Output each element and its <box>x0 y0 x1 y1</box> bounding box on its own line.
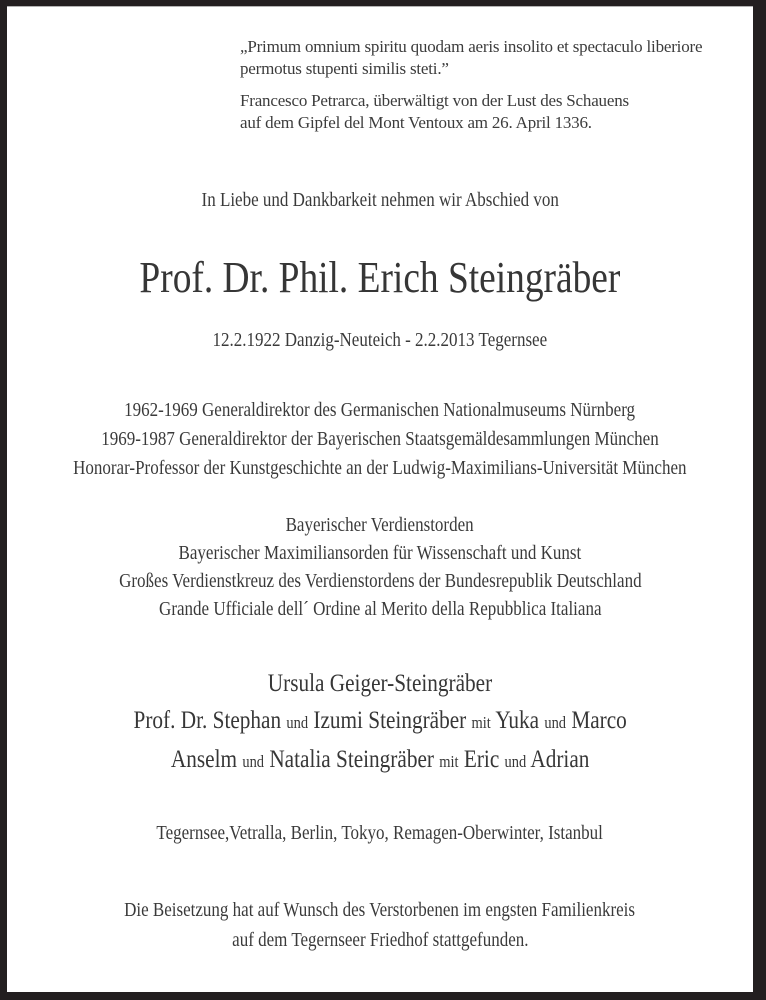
career-line-text: 1962-1969 Generaldirektor des Germanischen Nationalmuseums Nürnberg <box>124 399 636 421</box>
honor-line-text: Großes Verdienstkreuz des Verdienstordens der Bundesrepublik Deutschland <box>118 570 642 592</box>
intro-line <box>7 187 753 213</box>
career-block <box>7 396 753 483</box>
life-dates-text: 12.2.1922 Danzig-Neuteich - 2.2.2013 Tegernsee <box>212 329 548 351</box>
career-line <box>7 425 753 454</box>
epigraph-quote-line-1: „Primum omnium spiritu quodam aeris insolito et spectaculo liberiore <box>240 37 703 56</box>
career-line-text: Honorar-Professor der Kunstgeschichte an der Ludwig-Maximilians-Universität München <box>73 457 687 479</box>
notice-content <box>7 0 753 1000</box>
deceased-name-text: Prof. Dr. Phil. Erich Steingräber <box>139 253 621 302</box>
honor-line-text: Bayerischer Maximiliansorden für Wissenschaft und Kunst <box>178 542 582 564</box>
family-name: Yuka <box>495 707 539 734</box>
closing-block <box>7 895 753 955</box>
epigraph-attribution-line-1: Francesco Petrarca, überwältigt von der Lust des Schauens <box>240 91 629 110</box>
honors-block <box>7 511 753 623</box>
places-line <box>7 820 753 846</box>
life-dates <box>7 327 753 353</box>
family-line-son2 <box>7 741 753 780</box>
closing-line-text: Die Beisetzung hat auf Wunsch des Verstorbenen im engsten Familienkreis <box>124 899 636 921</box>
intro-text: In Liebe und Dankbarkeit nehmen wir Abschied von <box>201 189 559 211</box>
family-name: Prof. Dr. Stephan <box>133 707 281 734</box>
frame-right-bar <box>753 0 766 1000</box>
family-name: Anselm <box>170 746 237 773</box>
family-name: Natalia Steingräber <box>269 746 434 773</box>
honor-line <box>7 511 753 539</box>
family-name: Izumi Steingräber <box>313 707 467 734</box>
family-connector: und <box>504 752 527 771</box>
epigraph-quote-line-2: permotus stupenti similis steti.” <box>240 59 449 78</box>
closing-line <box>7 895 753 925</box>
honor-line-text: Bayerischer Verdienstorden <box>285 514 475 536</box>
family-connector: und <box>286 713 308 732</box>
family-connector: mit <box>439 752 459 771</box>
honor-line <box>7 567 753 595</box>
honor-line <box>7 595 753 623</box>
family-widow-name: Ursula Geiger-Steingräber <box>267 670 493 697</box>
family-name: Eric <box>463 746 500 773</box>
closing-line-text: auf dem Tegernseer Friedhof stattgefunden. <box>231 929 529 951</box>
family-connector: und <box>544 713 566 732</box>
career-line <box>7 396 753 425</box>
epigraph-attribution <box>240 90 702 134</box>
career-line <box>7 454 753 483</box>
closing-line <box>7 925 753 955</box>
honor-line-text: Grande Ufficiale dell´ Ordine al Merito della Repubblica Italiana <box>158 598 602 620</box>
family-connector: mit <box>471 713 491 732</box>
frame-left-bar <box>0 0 7 1000</box>
honor-line <box>7 539 753 567</box>
family-name: Adrian <box>530 746 590 773</box>
places-text: Tegernsee,Vetralla, Berlin, Tokyo, Remagen-Oberwinter, Istanbul <box>156 822 604 844</box>
family-name: Marco <box>571 707 627 734</box>
family-line-son1 <box>7 702 753 741</box>
epigraph <box>240 36 702 134</box>
family-block <box>7 665 753 780</box>
family-line-widow <box>7 665 753 702</box>
deceased-name <box>7 250 753 306</box>
epigraph-attribution-line-2: auf dem Gipfel del Mont Ventoux am 26. April 1336. <box>240 113 592 132</box>
career-line-text: 1969-1987 Generaldirektor der Bayerischen Staatsgemäldesammlungen München <box>101 428 659 450</box>
family-connector: und <box>242 752 264 771</box>
